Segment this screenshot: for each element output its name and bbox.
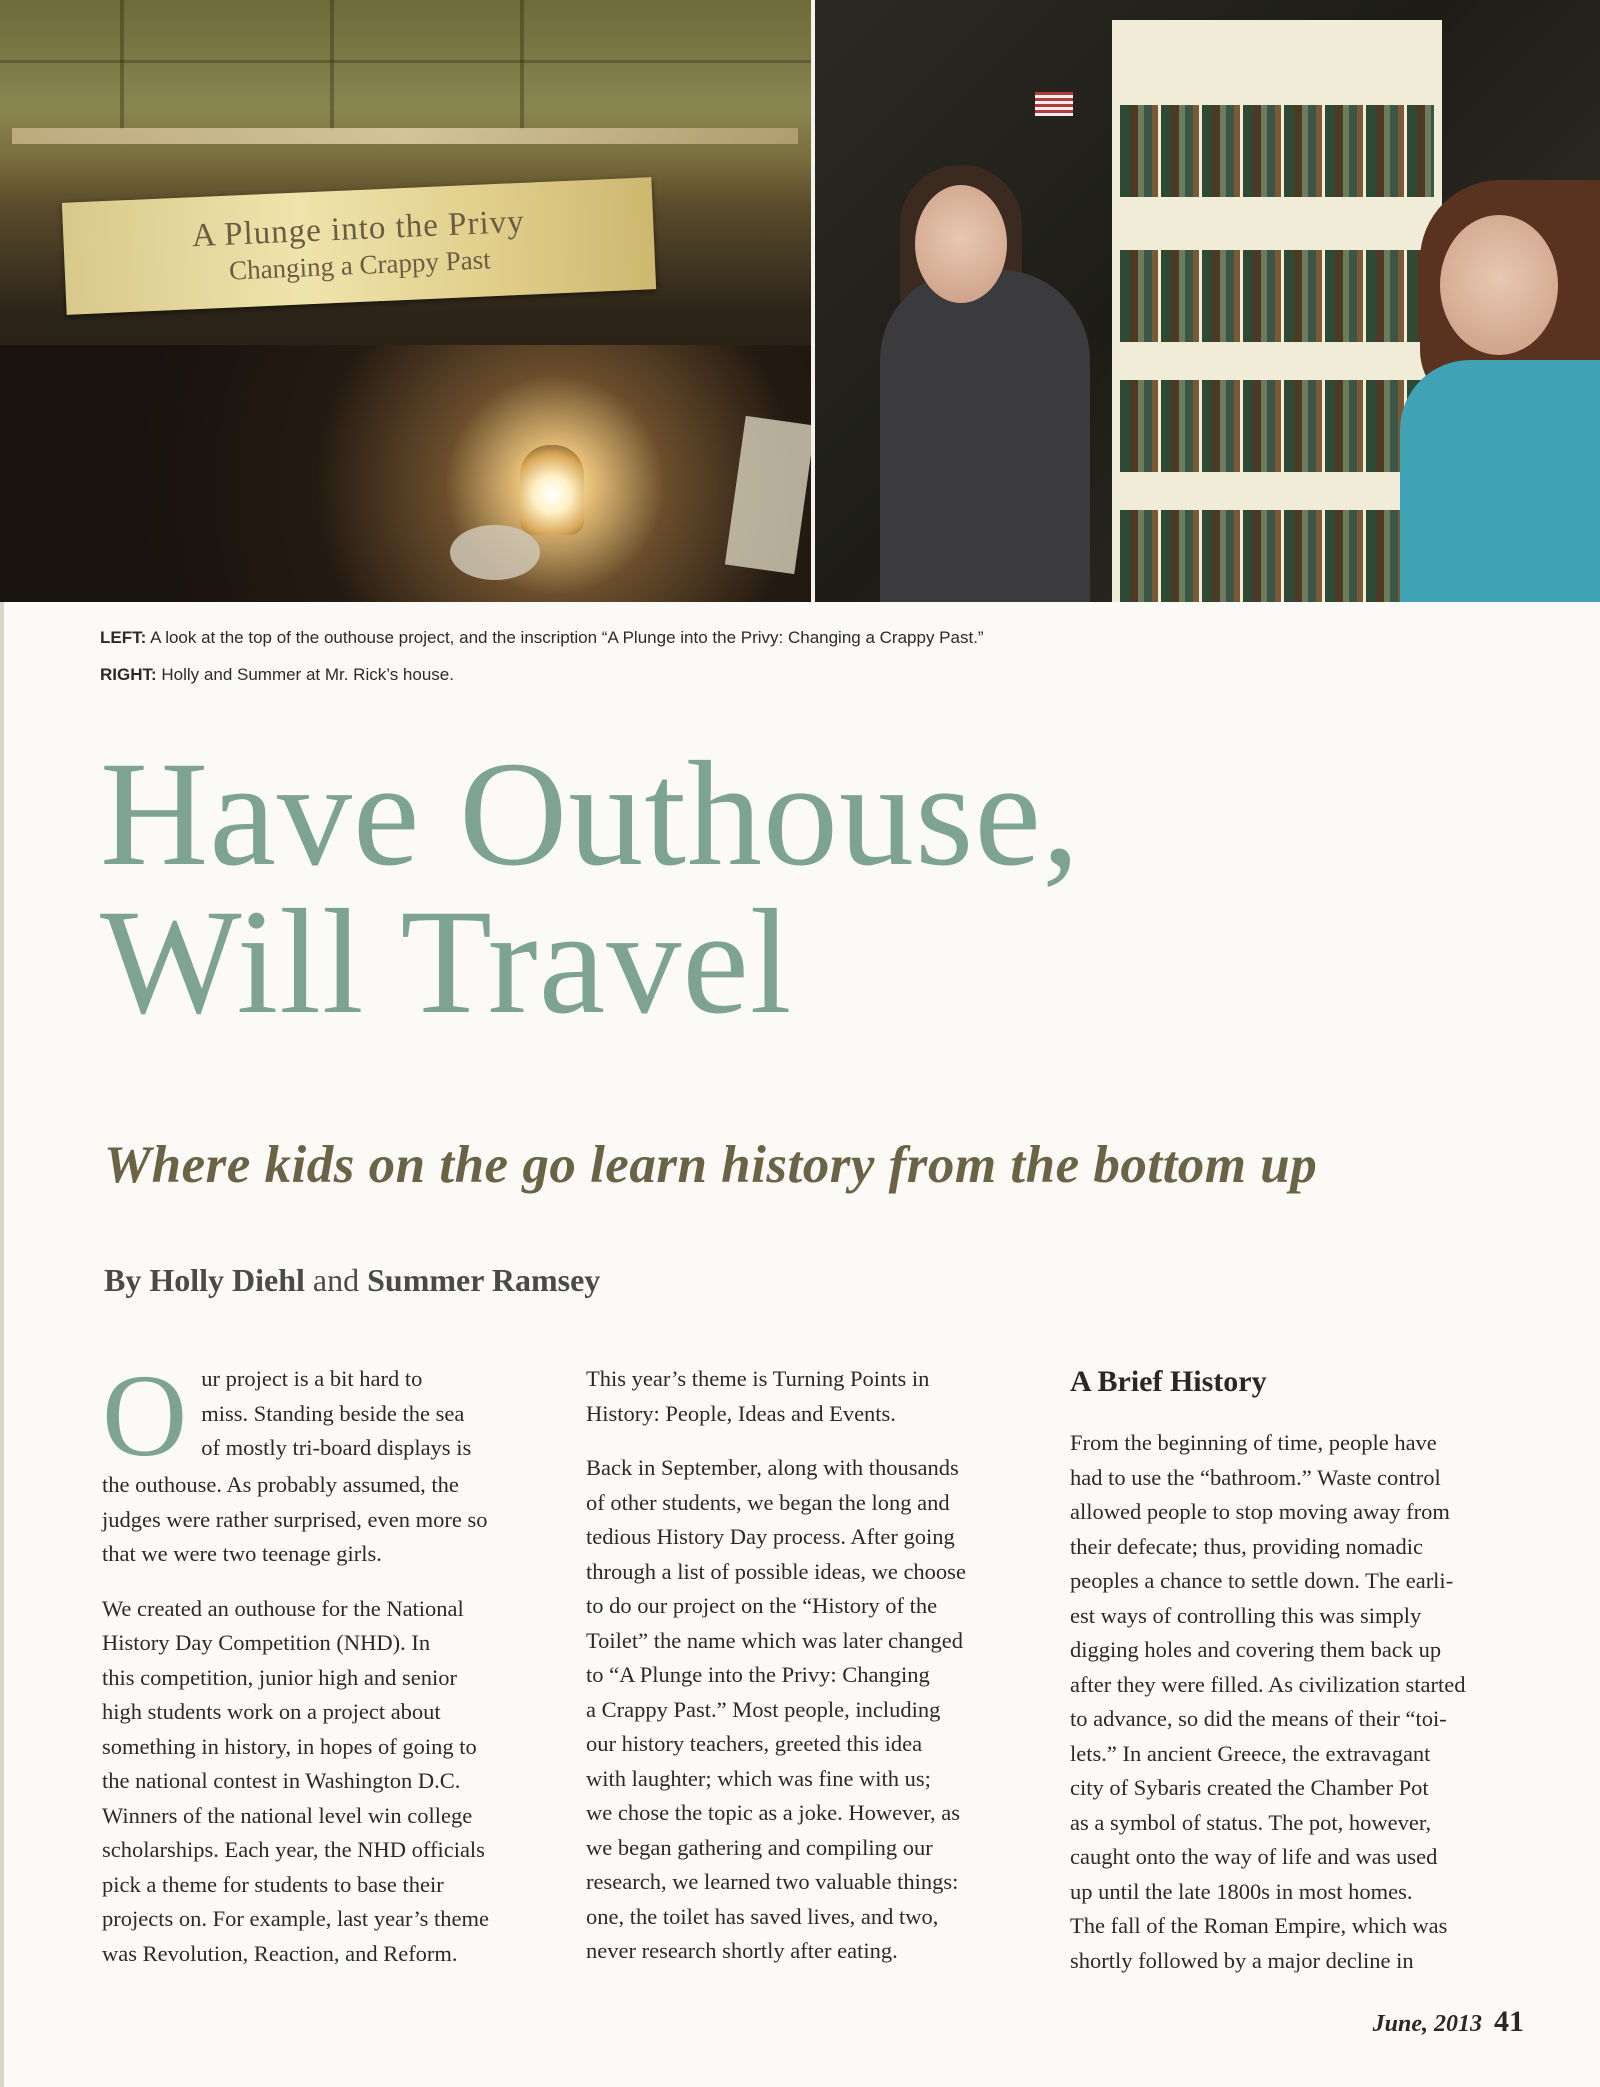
text-line: Toilet” the name which was later changed [586, 1627, 964, 1653]
text-line: of mostly tri-board displays is [201, 1435, 472, 1460]
text-line: pick a theme for students to base their [102, 1871, 444, 1897]
drop-cap: O [102, 1350, 188, 1481]
shelf-row [1120, 380, 1434, 472]
text-line: after they were filled. As civilization started [1070, 1671, 1466, 1697]
text-line: as a symbol of status. The pot, however, [1070, 1809, 1432, 1835]
girl-left-face [915, 185, 1007, 303]
caption-right-label: RIGHT: [100, 665, 157, 684]
flag [1035, 92, 1073, 116]
text-line: with laughter; which was fine with us; [586, 1765, 931, 1791]
text-line: The fall of the Roman Empire, which was [1070, 1913, 1448, 1938]
text-line: digging holes and covering them back up [1070, 1637, 1442, 1662]
girl-right [1400, 360, 1600, 602]
text-line: we began gathering and compiling our [586, 1834, 933, 1860]
text-line: peoples a chance to settle down. The earli- [1070, 1568, 1454, 1593]
caption-right-text: Holly and Summer at Mr. Rick’s house. [156, 665, 454, 684]
column-2 [586, 1362, 1046, 1989]
byline-and: and [304, 1262, 368, 1298]
col1-paragraph-1 [102, 1350, 572, 1572]
bottle-shelf [1112, 20, 1442, 602]
text-line: Winners of the national level win college [102, 1802, 473, 1828]
text-line: the outhouse. As probably assumed, the [102, 1472, 459, 1497]
text-line: of other students, we began the long and [586, 1489, 950, 1515]
text-line: tedious History Day process. After going [586, 1524, 955, 1549]
text-line: History Day Competition (NHD). In [102, 1630, 431, 1655]
shelf-row [1120, 105, 1434, 197]
text-line: was Revolution, Reaction, and Reform. [102, 1940, 458, 1966]
outhouse-sign [62, 177, 656, 315]
text-line: the national contest in Washington D.C. [102, 1768, 461, 1793]
text-line: allowed people to stop moving away from [1070, 1499, 1450, 1524]
text-line: Back in September, along with thousands [586, 1455, 959, 1480]
text-line: est ways of controlling this was simply [1070, 1602, 1422, 1628]
text-line: to “A Plunge into the Privy: Changing [586, 1662, 930, 1687]
text-line: never research shortly after eating. [586, 1938, 898, 1963]
text-line: had to use the “bathroom.” Waste control [1070, 1464, 1441, 1490]
text-line: one, the toilet has saved lives, and two, [586, 1903, 939, 1929]
text-line: this competition, junior high and senior [102, 1664, 457, 1690]
lantern [520, 445, 584, 535]
shelf-row [1120, 510, 1434, 602]
caption-left [100, 628, 984, 648]
text-line: judges were rather surprised, even more so [102, 1506, 488, 1532]
byline-prefix: By [104, 1262, 150, 1298]
text-line: From the beginning of time, people have [1070, 1430, 1437, 1455]
text-line: projects on. For example, last year’s theme [102, 1906, 489, 1931]
shelf-row [1120, 250, 1434, 342]
issue-date: June, 2013 [1372, 2011, 1482, 2037]
caption-left-text: A look at the top of the outhouse project, and the inscription “A Plunge into the Privy: Changing a Crappy Past.” [146, 628, 984, 647]
author-1: Holly Diehl [149, 1262, 305, 1298]
article-title [100, 731, 1540, 1045]
author-2: Summer Ramsey [367, 1262, 601, 1298]
page-number: 41 [1494, 2005, 1524, 2038]
column-3 [1070, 1362, 1530, 1998]
text-line: our history teachers, greeted this idea [586, 1731, 923, 1756]
title-line-2: Will Travel [100, 879, 793, 1045]
col3-paragraph-1 [1070, 1426, 1530, 1978]
article-subtitle: Where kids on the go learn history from the bottom up [104, 1136, 1318, 1194]
text-line: a Crappy Past.” Most people, including [586, 1696, 941, 1722]
text-line: to do our project on the “History of the [586, 1593, 938, 1618]
text-line: This year’s theme is Turning Points in [586, 1366, 930, 1391]
sign-line-1: A Plunge into the Privy [191, 203, 526, 255]
text-line: shortly followed by a major decline in [1070, 1947, 1414, 1973]
text-line: high students work on a project about [102, 1699, 441, 1724]
col2-paragraph-1 [586, 1362, 1046, 1431]
outhouse-interior [0, 345, 811, 602]
text-line: ur project is a bit hard to [201, 1366, 423, 1391]
text-line: up until the late 1800s in most homes. [1070, 1878, 1413, 1904]
col2-paragraph-2 [586, 1451, 1046, 1969]
text-line: History: People, Ideas and Events. [586, 1400, 896, 1426]
roof-seam [520, 0, 524, 130]
roof-edge [12, 128, 798, 144]
text-line: scholarships. Each year, the NHD officials [102, 1837, 485, 1862]
text-line: We created an outhouse for the National [102, 1595, 464, 1621]
girl-right-face [1440, 215, 1558, 355]
text-line: through a list of possible ideas, we choose [586, 1558, 966, 1584]
page-edge [0, 602, 4, 2087]
text-line: something in history, in hopes of going to [102, 1733, 477, 1759]
girl-left [880, 270, 1090, 602]
page-footer [1373, 2005, 1524, 2039]
text-line: caught onto the way of life and was used [1070, 1844, 1438, 1869]
text-line: we chose the topic as a joke. However, as [586, 1800, 960, 1825]
text-line: miss. Standing beside the sea [201, 1400, 465, 1426]
caption-left-label: LEFT: [100, 628, 147, 647]
text-line: research, we learned two valuable things: [586, 1869, 959, 1894]
roof-seam [330, 0, 334, 130]
roof-seam [120, 0, 124, 130]
section-heading: A Brief History [1070, 1365, 1267, 1398]
text-line: city of Sybaris created the Chamber Pot [1070, 1775, 1429, 1800]
column-1 [102, 1350, 572, 1991]
sign-line-2: Changing a Crappy Past [228, 244, 492, 286]
byline [104, 1262, 600, 1299]
col1-paragraph-2 [102, 1592, 572, 1972]
text-line: that we were two teenage girls. [102, 1541, 382, 1566]
text-line: lets.” In ancient Greece, the extravagant [1070, 1740, 1431, 1766]
text-line: to advance, so did the means of their “toi- [1070, 1706, 1447, 1731]
text-line: their defecate; thus, providing nomadic [1070, 1533, 1424, 1559]
caption-right [100, 665, 454, 685]
roof-seam [0, 60, 811, 63]
title-line-1: Have Outhouse, [100, 731, 1081, 897]
